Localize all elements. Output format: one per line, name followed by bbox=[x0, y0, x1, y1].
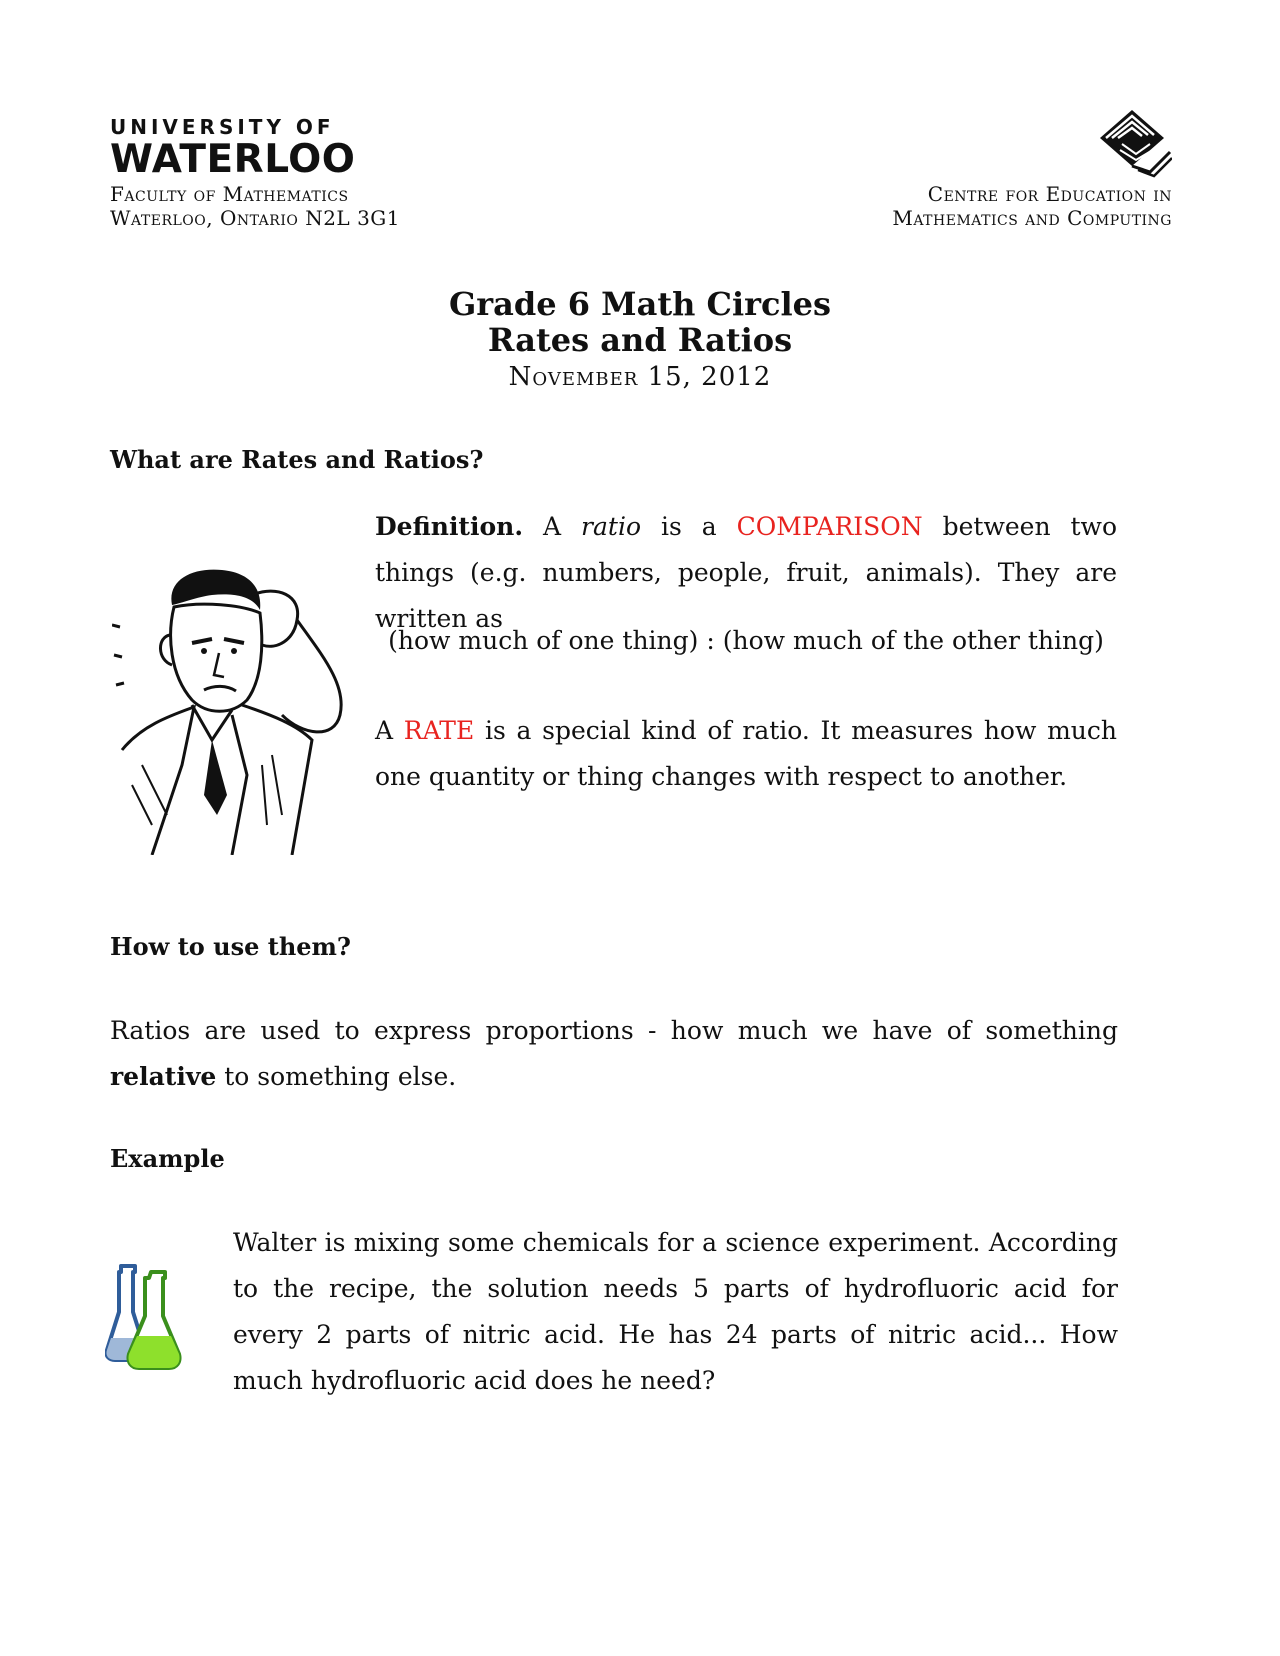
definition-term-ratio: ratio bbox=[581, 512, 641, 541]
university-logo-line1: UNIVERSITY OF bbox=[110, 115, 335, 139]
title-line1: Grade 6 Math Circles bbox=[448, 285, 832, 323]
usage-text-bold: relative bbox=[110, 1062, 217, 1091]
puzzled-man-illustration bbox=[112, 565, 362, 855]
flasks-icon bbox=[105, 1262, 190, 1372]
definition-paragraph bbox=[375, 504, 1117, 642]
centre-name-line2: Mathematics and Computing bbox=[892, 206, 1172, 230]
definition-is-a: is a bbox=[660, 512, 717, 541]
rate-paragraph bbox=[375, 708, 1117, 800]
definition-label: Definition. bbox=[375, 512, 524, 541]
faculty-address bbox=[110, 182, 400, 230]
section-heading-example: Example bbox=[110, 1144, 225, 1173]
section-heading-rates-ratios: What are Rates and Ratios? bbox=[110, 445, 484, 474]
rate-rest: is a special kind of ratio. It measures how much one quantity or thing changes with respect to another. bbox=[375, 716, 1118, 791]
rate-article: A bbox=[375, 716, 394, 745]
cemc-logo-icon bbox=[1092, 108, 1172, 178]
centre-address bbox=[892, 182, 1172, 230]
section-heading-how-to-use: How to use them? bbox=[110, 932, 351, 961]
definition-rest: between two things (e.g. numbers, people, fruit, animals). They are written as bbox=[375, 512, 1118, 633]
usage-paragraph bbox=[110, 1008, 1118, 1100]
title-line2: Rates and Ratios bbox=[487, 321, 793, 359]
faculty-name: Faculty of Mathematics bbox=[110, 182, 349, 206]
usage-text-a: Ratios are used to express proportions - how much we have of something bbox=[110, 1016, 1118, 1045]
usage-text-b: to something else. bbox=[224, 1062, 457, 1091]
rate-term: RATE bbox=[403, 716, 475, 745]
university-logo bbox=[110, 116, 470, 180]
title-date: November 15, 2012 bbox=[508, 362, 772, 392]
definition-comparison: COMPARISON bbox=[736, 512, 923, 541]
centre-name-line1: Centre for Education in bbox=[927, 182, 1172, 206]
university-logo-line2: WATERLOO bbox=[110, 137, 356, 182]
definition-article: A bbox=[543, 512, 562, 541]
document-title bbox=[0, 286, 1280, 396]
faculty-location: Waterloo, Ontario N2L 3G1 bbox=[110, 206, 400, 230]
example-paragraph: Walter is mixing some chemicals for a science experiment. According to the recipe, the solution needs 5 parts of hydrofluoric acid for every 2 parts of nitric acid. He has 24 parts of nitric acid... How much hydrofluoric acid does he need? bbox=[233, 1228, 1118, 1395]
ratio-formula: (how much of one thing) : (how much of the other thing) bbox=[388, 626, 1104, 655]
